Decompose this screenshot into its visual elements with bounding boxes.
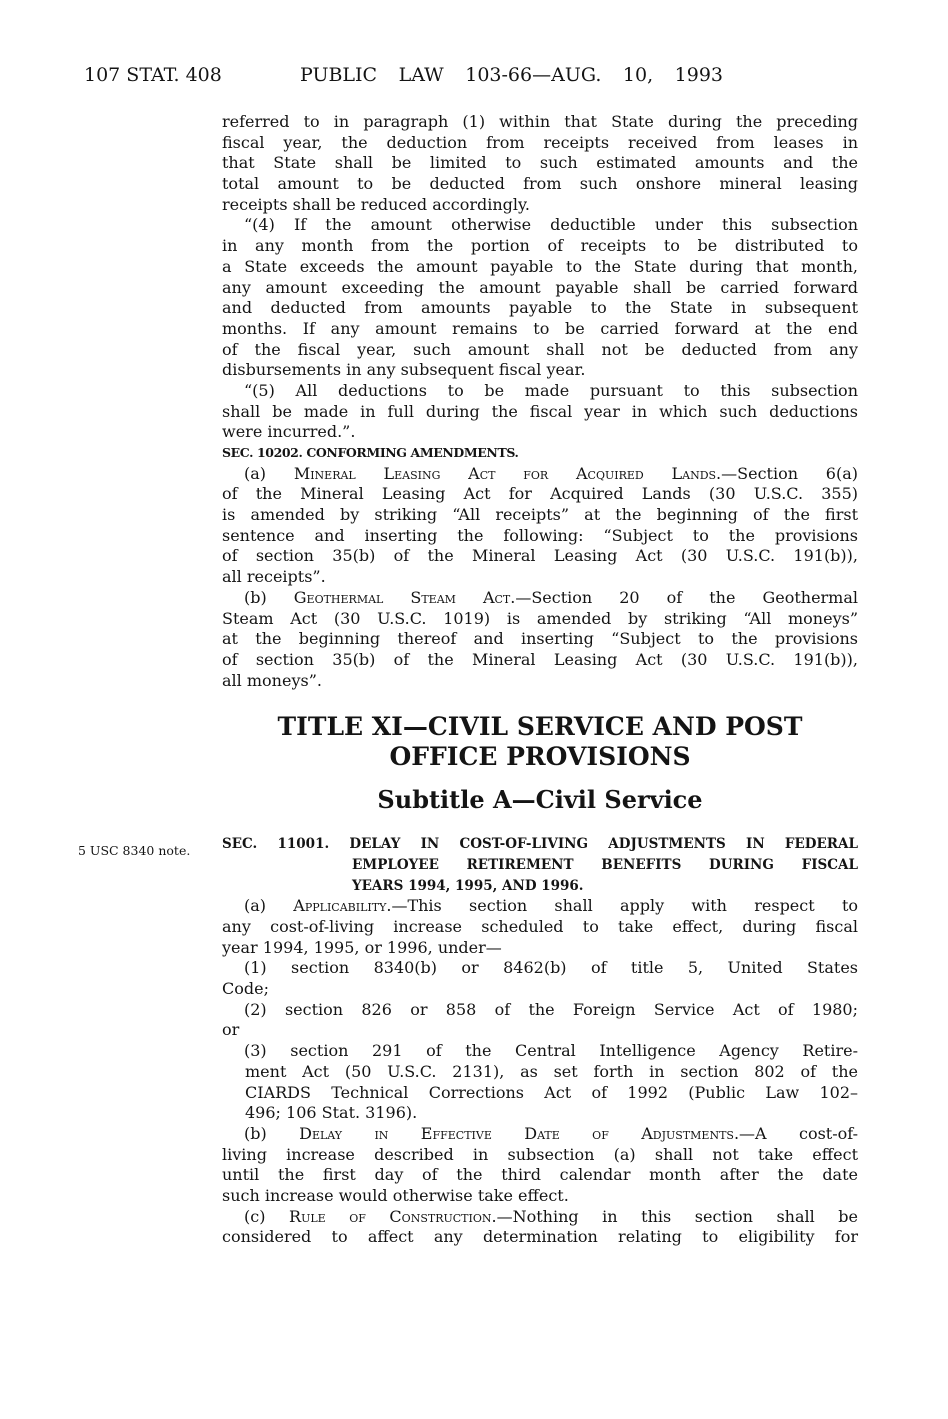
list-item <box>222 958 858 999</box>
text-line: Steam Act (30 U.S.C. 1019) is amended by striking “All moneys” <box>222 608 858 628</box>
running-header: PUBLIC LAW 103-66—AUG. 10, 1993 <box>300 64 723 86</box>
text-line: all moneys”. <box>222 670 322 690</box>
text-line <box>222 896 858 917</box>
text-line: or <box>222 1020 240 1040</box>
text-span: (b) <box>244 587 294 607</box>
section-heading-11001-cont: EMPLOYEE RETIREMENT BENEFITS DURING FISCAL <box>352 856 858 873</box>
paragraph <box>222 1207 858 1248</box>
subsection-heading: Delay in Effective Date of Adjustments. <box>299 1123 740 1143</box>
text-line <box>222 588 858 609</box>
text-span: (a) <box>244 896 294 916</box>
text-line: considered to affect any determination relating to eligibility for <box>222 1227 858 1247</box>
text-line: “(4) If the amount otherwise deductible under this subsection <box>244 215 858 235</box>
text-line: (1) section 8340(b) or 8462(b) of title 5, United States <box>244 958 858 978</box>
margin-note: 5 USC 8340 note. <box>78 843 191 858</box>
text-span: —Section 20 of the Geothermal <box>515 587 859 607</box>
paragraph <box>222 381 858 443</box>
section-heading-10202: SEC. 10202. CONFORMING AMENDMENTS. <box>222 445 519 460</box>
text-line <box>222 1207 858 1228</box>
text-line: “(5) All deductions to be made pursuant to this subsection <box>244 380 858 400</box>
subsection-heading: Rule of Construction. <box>289 1206 497 1226</box>
text-line: until the first day of the third calendar month after the date <box>222 1165 858 1185</box>
text-span: —Nothing in this section shall be <box>496 1206 859 1226</box>
text-span: (c) <box>244 1206 290 1226</box>
text-line: of section 35(b) of the Mineral Leasing Act (30 U.S.C. 191(b)), <box>222 546 858 566</box>
text-line: were incurred.”. <box>222 422 356 442</box>
subsection-heading: Mineral Leasing Act for Acquired Lands. <box>293 463 722 483</box>
text-line: of the Mineral Leasing Act for Acquired Lands (30 U.S.C. 355) <box>222 484 858 504</box>
text-line <box>222 464 858 485</box>
text-line: is amended by striking “All receipts” at the beginning of the first <box>222 505 858 525</box>
list-item <box>222 1041 858 1124</box>
text-line: a State exceeds the amount payable to the State during that month, <box>222 256 858 276</box>
text-span: —Section 6(a) <box>721 463 858 483</box>
list-item <box>222 1000 858 1041</box>
text-line: year 1994, 1995, or 1996, under— <box>222 937 502 957</box>
text-line: total amount to be deducted from such onshore mineral leasing <box>222 174 858 194</box>
title-line-2: OFFICE PROVISIONS <box>389 742 691 772</box>
paragraph <box>222 896 858 958</box>
text-line: referred to in paragraph (1) within that State during the preceding <box>222 112 858 131</box>
text-line: such increase would otherwise take effect. <box>222 1185 569 1205</box>
text-line: (2) section 826 or 858 of the Foreign Service Act of 1980; <box>244 999 858 1019</box>
text-span: (b) <box>244 1123 300 1143</box>
subsection-heading: Applicability. <box>293 896 392 916</box>
text-line: any amount exceeding the amount payable shall be carried forward <box>222 277 858 297</box>
text-span: —A cost-of- <box>739 1123 859 1143</box>
page-stat-number: 107 STAT. 408 <box>84 64 222 86</box>
paragraph <box>222 1124 858 1207</box>
text-line: fiscal year, the deduction from receipts received from leases in <box>222 132 858 152</box>
text-line: any cost-of-living increase scheduled to take effect, during fiscal <box>222 917 858 936</box>
subsection-heading: Geothermal Steam Act. <box>293 587 516 607</box>
paragraph <box>222 215 858 381</box>
body-text <box>222 112 858 1248</box>
text-line: of section 35(b) of the Mineral Leasing Act (30 U.S.C. 191(b)), <box>222 649 858 669</box>
paragraph <box>222 112 858 215</box>
text-line: (3) section 291 of the Central Intelligence Agency Retire- <box>244 1041 858 1061</box>
text-line: and deducted from amounts payable to the State in subsequent <box>222 298 858 318</box>
text-span: —This section shall apply with respect to <box>391 896 859 916</box>
text-line: that State shall be limited to such estimated amounts and the <box>222 153 858 173</box>
text-line: shall be made in full during the fiscal year in which such deductions <box>222 401 858 421</box>
text-line: Code; <box>222 979 269 999</box>
text-line: at the beginning thereof and inserting “Subject to the provisions <box>222 629 858 649</box>
subtitle: Subtitle A—Civil Service <box>377 785 703 815</box>
text-line: ment Act (50 U.S.C. 2131), as set forth in section 802 of the <box>245 1061 858 1081</box>
text-line: disbursements in any subsequent fiscal year. <box>222 360 586 380</box>
section-heading-11001-cont: YEARS 1994, 1995, AND 1996. <box>352 877 584 894</box>
text-line: CIARDS Technical Corrections Act of 1992 (Public Law 102– <box>245 1082 858 1102</box>
text-line: living increase described in subsection (a) shall not take effect <box>222 1144 858 1164</box>
paragraph <box>222 588 858 691</box>
text-line: sentence and inserting the following: “Subject to the provisions <box>222 525 858 545</box>
paragraph <box>222 464 858 588</box>
text-line <box>222 1124 858 1145</box>
text-line: months. If any amount remains to be carried forward at the end <box>222 318 858 338</box>
text-line: all receipts”. <box>222 567 326 587</box>
text-line: of the fiscal year, such amount shall not be deducted from any <box>222 339 858 359</box>
text-line: 496; 106 Stat. 3196). <box>245 1103 418 1123</box>
text-span: (a) <box>244 463 294 483</box>
text-line: in any month from the portion of receipts to be distributed to <box>222 236 858 256</box>
section-heading-11001: SEC. 11001. DELAY IN COST-OF-LIVING ADJUSTMENTS IN FEDERAL <box>222 836 858 853</box>
title-line-1: TITLE XI—CIVIL SERVICE AND POST <box>277 712 803 742</box>
text-line: receipts shall be reduced accordingly. <box>222 194 530 214</box>
